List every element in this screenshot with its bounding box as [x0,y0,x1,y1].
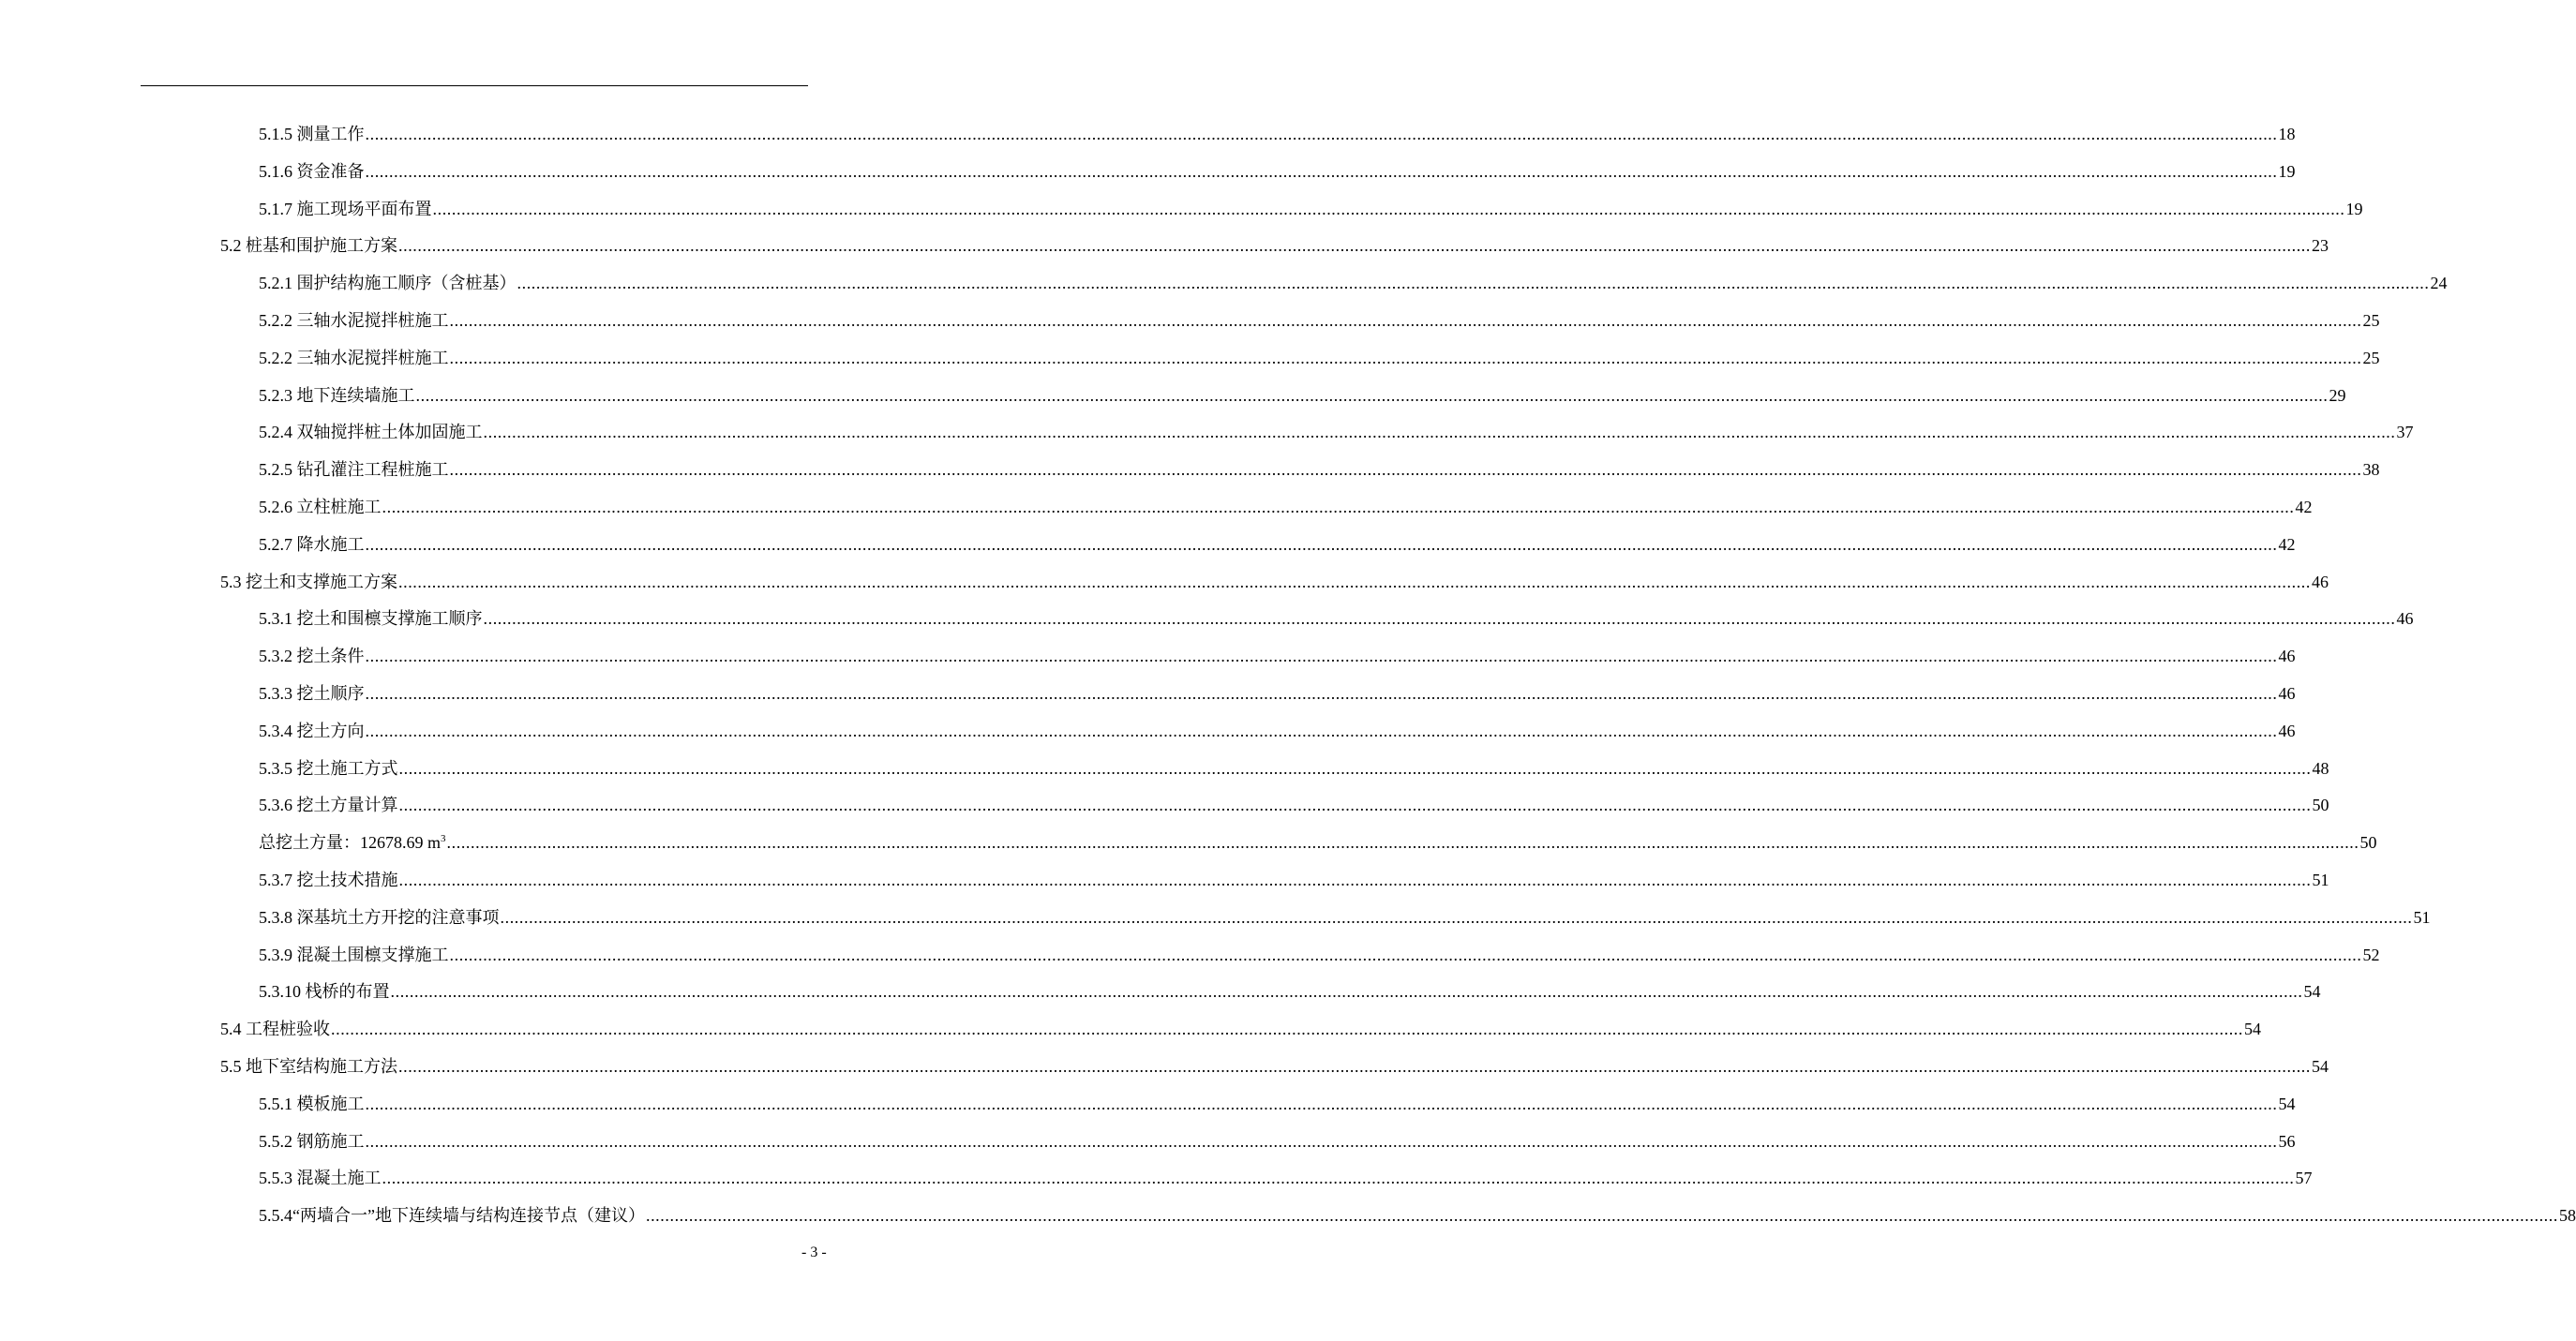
toc-leader-dots: ................................................................................................................................................................................................................................................................................................................................................................................................................ [398,572,2311,591]
toc-entry[interactable] [259,190,2363,228]
toc-entry-label: 5.2.3 地下连续墙施工 [259,385,415,405]
toc-leader-dots: ................................................................................................................................................................................................................................................................................................................................................................................................................ [483,423,2396,442]
toc-entry-page: 54 [2303,982,2321,1002]
toc-leader-dots: ................................................................................................................................................................................................................................................................................................................................................................................................................ [415,385,2329,405]
toc-leader-dots: ................................................................................................................................................................................................................................................................................................................................................................................................................ [390,982,2303,1002]
toc-entry-page: 19 [2278,161,2296,181]
toc-entry[interactable] [259,675,2296,712]
toc-entry-page: 46 [2278,647,2296,666]
toc-entry[interactable] [259,488,2313,526]
toc-entry-label: 5.1.7 施工现场平面布置 [259,199,432,218]
toc-entry-page: 29 [2329,385,2346,405]
toc-leader-dots: ................................................................................................................................................................................................................................................................................................................................................................................................................ [365,161,2278,181]
toc-entry-page: 25 [2362,348,2380,367]
toc-entry-label: 5.2.2 三轴水泥搅拌桩施工 [259,311,449,330]
toc-entry-page: 19 [2345,199,2363,218]
toc-entry[interactable] [259,153,2296,190]
toc-entry-label: 5.3.2 挖土条件 [259,647,365,666]
header-rule [141,85,808,86]
toc-entry[interactable] [220,1010,2261,1048]
toc-entry[interactable] [259,115,2296,153]
toc-entry-page: 54 [2244,1020,2261,1039]
toc-leader-dots: ................................................................................................................................................................................................................................................................................................................................................................................................................ [398,796,2312,815]
toc-leader-dots: ................................................................................................................................................................................................................................................................................................................................................................................................................ [398,1057,2311,1076]
toc-entry-page: 51 [2413,907,2431,927]
toc-entry-label: 5.2.6 立柱桩施工 [259,498,382,516]
toc-entry-page: 52 [2362,945,2380,964]
toc-entry-label: 5.2.5 钻孔灌注工程桩施工 [259,460,449,480]
toc-entry-label: 5.2.7 降水施工 [259,534,365,554]
toc-leader-dots: ................................................................................................................................................................................................................................................................................................................................................................................................................ [398,758,2312,778]
toc-entry[interactable] [259,264,2448,302]
toc-entry-label: 5.5.4“两墙合一”地下连续墙与结构连接节点（建议） [259,1206,645,1226]
toc-entry[interactable] [259,302,2380,339]
toc-entry[interactable] [259,936,2380,974]
toc-leader-dots: ................................................................................................................................................................................................................................................................................................................................................................................................................ [365,721,2278,740]
toc-entry[interactable] [220,227,2329,264]
toc-entry-page: 23 [2312,236,2329,256]
toc-leader-dots: ................................................................................................................................................................................................................................................................................................................................................................................................................ [432,199,2345,218]
toc-entry-label: 5.4 工程桩验收 [220,1020,330,1039]
toc-leader-dots: ................................................................................................................................................................................................................................................................................................................................................................................................................ [365,534,2278,554]
toc-entry-label-text: 总挖土方量：12678.69 m [259,833,442,853]
toc-entry[interactable] [259,899,2431,936]
toc-leader-dots: ................................................................................................................................................................................................................................................................................................................................................................................................................ [382,1169,2295,1188]
toc-entry[interactable] [259,637,2296,675]
toc-entry-label: 5.3 挖土和支撑施工方案 [220,572,397,591]
toc-entry[interactable] [259,600,2414,637]
toc-entry-page: 24 [2430,274,2448,293]
toc-leader-dots: ................................................................................................................................................................................................................................................................................................................................................................................................................ [446,833,2359,853]
toc-entry-label: 5.3.6 挖土方量计算 [259,796,398,815]
toc-leader-dots: ................................................................................................................................................................................................................................................................................................................................................................................................................ [365,125,2278,143]
toc-entry[interactable] [259,712,2296,750]
toc-entry[interactable] [259,377,2346,414]
toc-entry[interactable] [220,1048,2329,1085]
toc-entry[interactable] [259,1085,2296,1123]
toc-entry-label: 5.5 地下室结构施工方法 [220,1057,397,1076]
toc-entry-page: 38 [2362,460,2380,480]
toc-entry-label: 5.3.9 混凝土围檩支撑施工 [259,945,449,964]
toc-entry-page: 50 [2312,796,2329,815]
toc-entry-page: 42 [2295,498,2313,516]
toc-entry-page: 46 [2278,721,2296,740]
toc-entry-label: 5.3.1 挖土和围檩支撑施工顺序 [259,609,483,629]
toc-entry-label: 5.2 桩基和围护施工方案 [220,236,397,256]
toc-entry[interactable] [259,1159,2313,1197]
toc-entry-page: 56 [2278,1131,2296,1151]
toc-entry-label: 5.3.8 深基坑土方开挖的注意事项 [259,907,500,927]
toc-entry-label: 5.2.2 三轴水泥搅拌桩施工 [259,348,449,367]
toc-entry-label: 5.5.1 模板施工 [259,1094,365,1113]
toc-leader-dots: ................................................................................................................................................................................................................................................................................................................................................................................................................ [398,871,2312,889]
toc-entry[interactable] [259,824,2377,861]
toc-leader-dots: ................................................................................................................................................................................................................................................................................................................................................................................................................ [449,460,2362,480]
toc-leader-dots: ................................................................................................................................................................................................................................................................................................................................................................................................................ [500,907,2413,927]
toc-entry-page: 54 [2278,1094,2296,1113]
toc-entry-page: 54 [2312,1057,2329,1076]
toc-leader-dots: ................................................................................................................................................................................................................................................................................................................................................................................................................ [365,647,2278,666]
toc-entry[interactable] [259,786,2329,824]
toc-entry-page: 57 [2295,1169,2313,1188]
page-number: - 3 - [801,1244,827,1260]
toc-entry-label: 5.3.3 挖土顺序 [259,684,365,703]
toc-entry-page: 25 [2362,311,2380,330]
toc-leader-dots: ................................................................................................................................................................................................................................................................................................................................................................................................................ [449,311,2362,330]
toc-entry[interactable] [259,451,2380,488]
superscript-exponent: 3 [441,833,446,845]
toc-entry[interactable] [259,973,2321,1010]
toc-leader-dots: ................................................................................................................................................................................................................................................................................................................................................................................................................ [331,1020,2243,1039]
toc-entry-page: 48 [2312,758,2329,778]
toc-entry[interactable] [259,1123,2296,1160]
toc-entry-page: 37 [2396,423,2414,442]
toc-entry[interactable] [259,750,2329,787]
toc-entry-page: 50 [2359,833,2377,853]
toc-entry-label: 5.5.3 混凝土施工 [259,1169,382,1188]
toc-entry-label: 5.3.5 挖土施工方式 [259,758,398,778]
toc-entry[interactable] [259,526,2296,563]
toc-entry-label: 5.2.1 围护结构施工顺序（含桩基） [259,274,517,293]
toc-entry-label [259,824,446,861]
toc-entry-page: 51 [2312,871,2329,889]
toc-entry[interactable] [259,1197,2576,1234]
toc-entry-label: 5.1.5 测量工作 [259,125,365,143]
toc-entry-label: 5.5.2 钢筋施工 [259,1131,365,1151]
toc-entry[interactable] [259,861,2329,899]
toc-leader-dots: ................................................................................................................................................................................................................................................................................................................................................................................................................ [645,1206,2558,1226]
toc-entry-page: 42 [2278,534,2296,554]
toc-entry[interactable] [259,339,2380,377]
toc-leader-dots: ................................................................................................................................................................................................................................................................................................................................................................................................................ [483,609,2396,629]
toc-leader-dots: ................................................................................................................................................................................................................................................................................................................................................................................................................ [365,1094,2278,1113]
toc-leader-dots: ................................................................................................................................................................................................................................................................................................................................................................................................................ [382,498,2295,516]
toc-entry-label: 5.3.10 栈桥的布置 [259,982,390,1002]
toc-entry-label: 5.3.4 挖土方向 [259,721,365,740]
toc-leader-dots: ................................................................................................................................................................................................................................................................................................................................................................................................................ [517,274,2430,293]
toc-entry-page: 18 [2278,125,2296,143]
toc-entry-page: 58 [2558,1206,2576,1226]
toc-leader-dots: ................................................................................................................................................................................................................................................................................................................................................................................................................ [449,348,2362,367]
toc-entry-label: 5.2.4 双轴搅拌桩土体加固施工 [259,423,483,442]
toc-leader-dots: ................................................................................................................................................................................................................................................................................................................................................................................................................ [398,236,2311,256]
toc-entry-label: 5.1.6 资金准备 [259,161,365,181]
toc-entry-label: 5.3.7 挖土技术措施 [259,871,398,889]
toc-entry-page: 46 [2278,684,2296,703]
toc-entry-page: 46 [2312,572,2329,591]
toc-leader-dots: ................................................................................................................................................................................................................................................................................................................................................................................................................ [365,1131,2278,1151]
toc-leader-dots: ................................................................................................................................................................................................................................................................................................................................................................................................................ [449,945,2362,964]
toc-entry[interactable] [220,563,2329,601]
toc-leader-dots: ................................................................................................................................................................................................................................................................................................................................................................................................................ [365,684,2278,703]
toc-entry-page: 46 [2396,609,2414,629]
toc-entry[interactable] [259,413,2414,451]
